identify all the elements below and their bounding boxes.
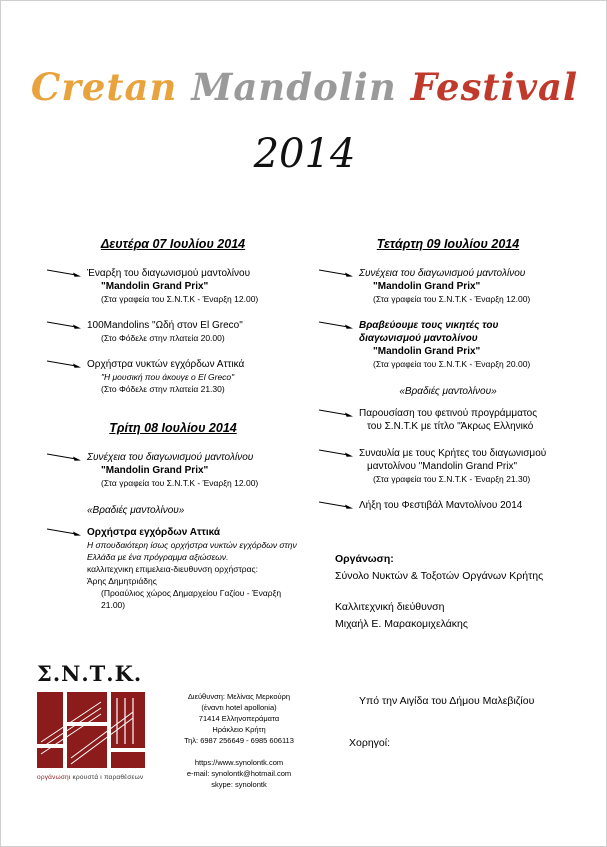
schedule-entry bbox=[319, 267, 577, 305]
contact-line: Τηλ: 6987 256649 - 6985 606113 bbox=[184, 736, 294, 745]
entry-line: Συναυλία με τους Κρήτες του διαγωνισμού bbox=[359, 448, 547, 459]
schedule-entry bbox=[319, 447, 577, 485]
entry-line: Βραβεύουμε τους νικητές του bbox=[359, 320, 499, 331]
schedule-entry bbox=[47, 358, 299, 395]
arrow-icon bbox=[47, 452, 81, 462]
entry-line: Ορχήστρα νυκτών εγχόρδων Αττικά bbox=[87, 359, 245, 370]
section-subheading-evenings: «Βραδιές μαντολίνου» bbox=[399, 386, 497, 397]
arrow-icon bbox=[47, 320, 81, 330]
title-block bbox=[1, 65, 607, 177]
contact-line: 71414 Ελληνοπεράματα bbox=[198, 714, 280, 723]
artistic-direction-label: Καλλιτεχνική διεύθυνση bbox=[335, 601, 445, 613]
entry-line: (Στα γραφεία του Σ.Ν.Τ.Κ - Έναρξη 12.00) bbox=[101, 478, 259, 488]
arrow-icon bbox=[47, 359, 81, 369]
entry-line: "Η μουσική που άκουγε ο El Greco" bbox=[101, 372, 235, 382]
schedule-entry bbox=[47, 319, 299, 344]
entry-line: "Mandolin Grand Prix" bbox=[373, 346, 481, 357]
contact-line: (έναντι hotel apollonia) bbox=[201, 703, 277, 712]
arrow-icon bbox=[319, 268, 353, 278]
arrow-icon bbox=[47, 268, 81, 278]
schedule-entry bbox=[47, 267, 299, 305]
contact-skype: skype: synolontk bbox=[211, 780, 267, 789]
entry-line: Η σπουδαιότερη ίσως ορχήστρα νυκτών εγχόρδων στην bbox=[87, 540, 297, 550]
entry-line: "Mandolin Grand Prix" bbox=[101, 281, 209, 292]
arrow-icon bbox=[319, 448, 353, 458]
entry-line: 100Mandolins "Ωδή στον El Greco" bbox=[87, 320, 243, 331]
entry-line: Συνέχεια του διαγωνισμού μαντολίνου bbox=[359, 268, 526, 279]
entry-line: (Στα γραφεία του Σ.Ν.Τ.Κ - Έναρξη 20.00) bbox=[373, 359, 531, 369]
title-word-cretan: Cretan bbox=[30, 65, 178, 109]
festival-year: 2014 bbox=[253, 131, 356, 177]
artistic-director-name: Μιχαήλ Ε. Μαρακομιχελάκης bbox=[335, 618, 468, 630]
entry-line: Συνέχεια του διαγωνισμού μαντολίνου bbox=[87, 452, 254, 463]
schedule-entry bbox=[319, 499, 577, 512]
contact-email[interactable]: e-mail: synolontk@hotmail.com bbox=[186, 769, 292, 778]
logo-acronym: Σ.Ν.Τ.Κ. bbox=[37, 661, 143, 686]
entry-line: "Mandolin Grand Prix" bbox=[101, 465, 209, 476]
entry-line: Ορχήστρα εγχόρδων Αττικά bbox=[87, 527, 221, 538]
arrow-icon bbox=[319, 320, 353, 330]
logo-mark-icon bbox=[37, 692, 145, 770]
entry-line: Λήξη του Φεστιβάλ Μαντολίνου 2014 bbox=[359, 500, 523, 511]
entry-line: μαντολίνου "Mandolin Grand Prix" bbox=[367, 461, 518, 472]
contact-website[interactable]: https://www.synolontk.com bbox=[194, 758, 284, 767]
schedule-column-left bbox=[47, 237, 299, 625]
arrow-icon bbox=[47, 527, 81, 537]
entry-line: (Στα γραφεία του Σ.Ν.Τ.Κ - Έναρξη 12.00) bbox=[101, 294, 259, 304]
organization-name: Σύνολο Νυκτών & Τοξοτών Οργάνων Κρήτης bbox=[335, 570, 544, 582]
entry-line: Άρης Δημητριάδης bbox=[87, 576, 157, 586]
aegis-text: Υπό την Αιγίδα του Δήμου Μαλεβιζίου bbox=[359, 695, 535, 707]
section-subheading-evenings: «Βραδιές μαντολίνου» bbox=[87, 505, 185, 516]
schedule-entry bbox=[319, 319, 577, 370]
entry-line: "Mandolin Grand Prix" bbox=[373, 281, 481, 292]
organization-label: Οργάνωση: bbox=[335, 553, 394, 565]
entry-line: Παρουσίαση του φετινού προγράμματος bbox=[359, 408, 538, 419]
schedule-entry bbox=[47, 451, 299, 489]
entry-line: (Στο Φόδελε στην πλατεία 20.00) bbox=[101, 333, 225, 343]
entry-line: (Στα γραφεία του Σ.Ν.Τ.Κ - Έναρξη 21.30) bbox=[373, 474, 531, 484]
day-heading-tuesday: Τρίτη 08 Ιουλίου 2014 bbox=[109, 421, 237, 435]
contact-line: Διεύθυνση: Μελίνας Μερκούρη bbox=[187, 692, 291, 701]
logo-caption-dark: ι κρουστά ι παραθέσεων bbox=[68, 774, 144, 781]
title-word-festival: Festival bbox=[410, 65, 579, 109]
title-word-mandolin: Mandolin bbox=[191, 65, 397, 109]
logo-caption bbox=[37, 774, 157, 781]
entry-line: Έναρξη του διαγωνισμού μαντολίνου bbox=[87, 268, 251, 279]
arrow-icon bbox=[319, 500, 353, 510]
logo-caption-red: οργάνωση bbox=[37, 774, 69, 781]
arrow-icon bbox=[319, 408, 353, 418]
entry-line: του Σ.Ν.Τ.Κ με τίτλο "Άκρως Ελληνικό bbox=[367, 421, 534, 432]
contact-spacer bbox=[149, 746, 329, 757]
day-heading-wednesday: Τετάρτη 09 Ιουλίου 2014 bbox=[376, 237, 520, 251]
entry-line: (Προαύλιος χώρος Δημαρχείου Γαζίου - Έναρξη 21.00) bbox=[101, 588, 282, 610]
entry-line: διαγωνισμού μαντολίνου bbox=[359, 333, 478, 344]
logo-block bbox=[37, 661, 157, 781]
entry-line: καλλιτεχνικη επιμελεια-διευθυνση ορχήστρας: bbox=[87, 564, 259, 574]
page-title bbox=[1, 65, 607, 109]
schedule-entry bbox=[47, 526, 299, 611]
contact-block bbox=[149, 691, 329, 790]
entry-line: Ελλάδα με ένα πρόγραμμα αξιώσεων. bbox=[87, 552, 229, 562]
schedule-column-right bbox=[319, 237, 577, 526]
day-heading-monday: Δευτέρα 07 Ιουλίου 2014 bbox=[100, 237, 246, 251]
organization-block bbox=[335, 551, 585, 633]
contact-line: Ηράκλειο Κρήτη bbox=[212, 725, 266, 734]
schedule-entry bbox=[319, 407, 577, 433]
sponsors-label: Χορηγοί: bbox=[349, 737, 390, 749]
entry-line: (Στο Φόδελε στην πλατεία 21.30) bbox=[101, 384, 225, 394]
entry-line: (Στα γραφεία του Σ.Ν.Τ.Κ - Έναρξη 12.00) bbox=[373, 294, 531, 304]
